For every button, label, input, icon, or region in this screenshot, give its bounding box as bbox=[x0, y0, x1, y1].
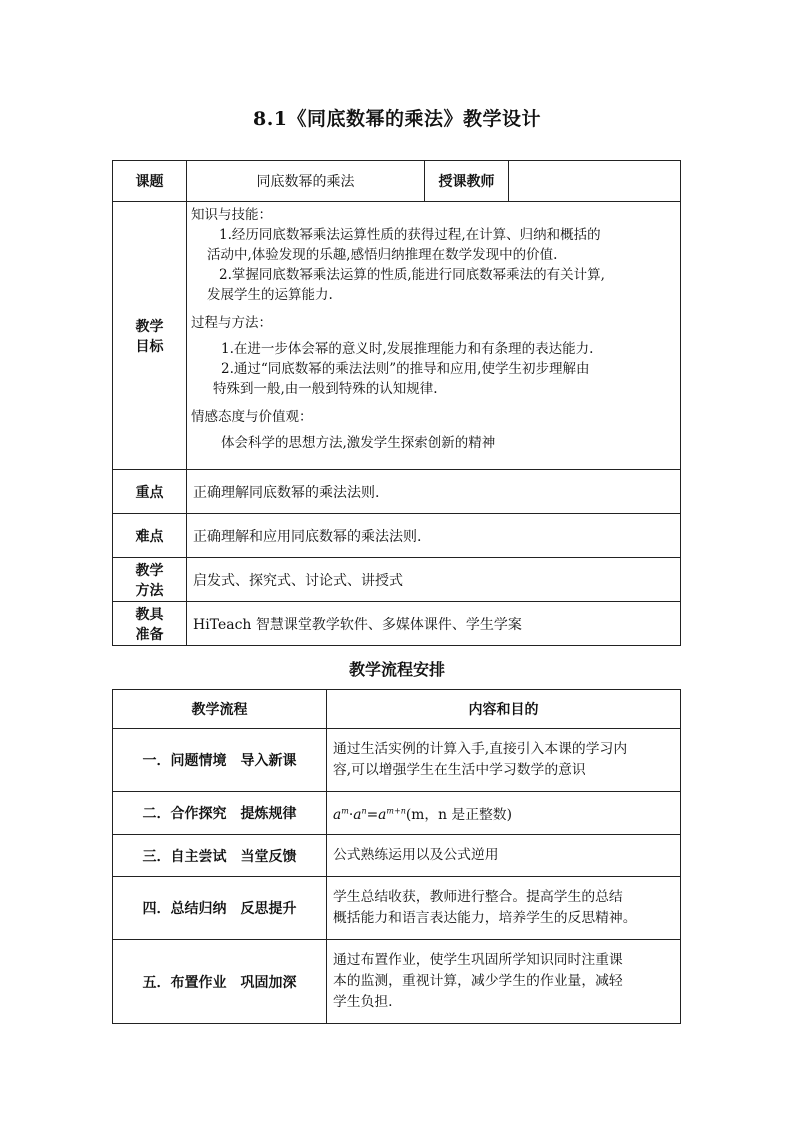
flow-row-4 bbox=[113, 877, 681, 940]
method-value: 启发式、探究式、讨论式、讲授式 bbox=[187, 558, 681, 602]
flow-step-5: 五．布置作业 巩固加深 bbox=[113, 940, 327, 1024]
document-title: 8.1《同底数幂的乘法》教学设计 bbox=[252, 108, 542, 130]
flow-content-1-line2: 容,可以增强学生在生活中学习数学的意识 bbox=[333, 762, 586, 778]
teacher-value bbox=[509, 161, 681, 202]
difficulty-row bbox=[113, 514, 681, 558]
objectives-label-line2: 目标 bbox=[135, 338, 164, 355]
key-row bbox=[113, 470, 681, 514]
teaching-flow-table bbox=[112, 689, 681, 1024]
formula-dot: · bbox=[348, 806, 354, 823]
knowledge-item-2-line2: 发展学生的运算能力. bbox=[207, 287, 333, 303]
formula-exp-1: m bbox=[341, 806, 349, 816]
flow-content-3: 公式熟练运用以及公式逆用 bbox=[327, 835, 681, 877]
method-row bbox=[113, 558, 681, 602]
flow-step-2: 二．合作探究 提炼规律 bbox=[113, 792, 327, 835]
flow-content-5 bbox=[327, 940, 681, 1024]
tools-row bbox=[113, 602, 681, 646]
method-label-line1: 教学 bbox=[135, 562, 164, 579]
flow-row-2 bbox=[113, 792, 681, 835]
tools-label-line1: 教具 bbox=[135, 606, 164, 623]
objectives-content bbox=[187, 202, 681, 470]
key-label: 重点 bbox=[113, 470, 187, 514]
flow-content-2 bbox=[327, 792, 681, 835]
emotion-item-1: 体会科学的思想方法,激发学生探索创新的精神 bbox=[221, 435, 496, 451]
flow-content-4-line2: 概括能力和语言表达能力，培养学生的反思精神。 bbox=[333, 910, 637, 926]
lesson-info-table bbox=[112, 160, 681, 646]
tools-value: HiTeach 智慧课堂教学软件、多媒体课件、学生学案 bbox=[187, 602, 681, 646]
method-label bbox=[113, 558, 187, 602]
formula bbox=[333, 807, 512, 823]
flow-row-1 bbox=[113, 729, 681, 792]
flow-row-3 bbox=[113, 835, 681, 877]
flow-step-1: 一．问题情境 导入新课 bbox=[113, 729, 327, 792]
method-label-line2: 方法 bbox=[135, 582, 164, 599]
objectives-label bbox=[113, 202, 187, 470]
objectives-label-line1: 教学 bbox=[135, 318, 164, 335]
key-value: 正确理解同底数幂的乘法法则. bbox=[187, 470, 681, 514]
tools-label-line2: 准备 bbox=[135, 626, 164, 643]
teacher-label: 授课教师 bbox=[425, 161, 509, 202]
flow-col2-header: 内容和目的 bbox=[327, 690, 681, 729]
flow-title: 教学流程安排 bbox=[348, 660, 445, 679]
flow-content-1-line1: 通过生活实例的计算入手,直接引入本课的学习内 bbox=[333, 741, 628, 757]
process-item-2-line2: 特殊到一般,由一般到特殊的认知规律. bbox=[213, 381, 438, 397]
difficulty-label: 难点 bbox=[113, 514, 187, 558]
knowledge-item-1-line2: 活动中,体验发现的乐趣,感悟归纳推理在数学发现中的价值. bbox=[207, 247, 558, 263]
knowledge-item-2-line1: 2.掌握同底数幂乘法运算的性质,能进行同底数幂乘法的有关计算, bbox=[219, 267, 605, 283]
formula-equals: = bbox=[366, 806, 379, 823]
topic-label: 课题 bbox=[113, 161, 187, 202]
formula-exp-2: n bbox=[361, 806, 367, 816]
process-heading: 过程与方法： bbox=[191, 315, 272, 331]
flow-content-4 bbox=[327, 877, 681, 940]
topic-value: 同底数幂的乘法 bbox=[187, 161, 425, 202]
flow-content-1 bbox=[327, 729, 681, 792]
formula-exp-3: m+n bbox=[386, 806, 406, 816]
flow-content-4-line1: 学生总结收获，教师进行整合。提高学生的总结 bbox=[333, 889, 623, 905]
process-item-1: 1.在进一步体会幂的意义时,发展推理能力和有条理的表达能力. bbox=[221, 341, 594, 357]
formula-base-1: a bbox=[333, 806, 342, 823]
process-item-2-line1: 2.通过“同底数幂的乘法法则”的推导和应用,使学生初步理解由 bbox=[221, 361, 590, 377]
flow-content-5-line3: 学生负担. bbox=[333, 994, 393, 1010]
tools-label bbox=[113, 602, 187, 646]
flow-step-3: 三．自主尝试 当堂反馈 bbox=[113, 835, 327, 877]
formula-base-2: a bbox=[353, 806, 362, 823]
flow-step-4: 四．总结归纳 反思提升 bbox=[113, 877, 327, 940]
flow-row-5 bbox=[113, 940, 681, 1024]
objectives-row bbox=[113, 202, 681, 470]
formula-base-3: a bbox=[378, 806, 387, 823]
formula-condition: (m，n 是正整数) bbox=[405, 806, 512, 823]
knowledge-heading: 知识与技能： bbox=[191, 207, 272, 223]
flow-header-row bbox=[113, 690, 681, 729]
emotion-heading: 情感态度与价值观： bbox=[191, 409, 313, 425]
flow-content-5-line2: 本的监测，重视计算，减少学生的作业量，减轻 bbox=[333, 973, 623, 989]
topic-row bbox=[113, 161, 681, 202]
knowledge-item-1-line1: 1.经历同底数幂乘法运算性质的获得过程,在计算、归纳和概括的 bbox=[219, 227, 601, 243]
flow-content-5-line1: 通过布置作业，使学生巩固所学知识同时注重课 bbox=[333, 952, 623, 968]
flow-col1-header: 教学流程 bbox=[113, 690, 327, 729]
difficulty-value: 正确理解和应用同底数幂的乘法法则. bbox=[187, 514, 681, 558]
